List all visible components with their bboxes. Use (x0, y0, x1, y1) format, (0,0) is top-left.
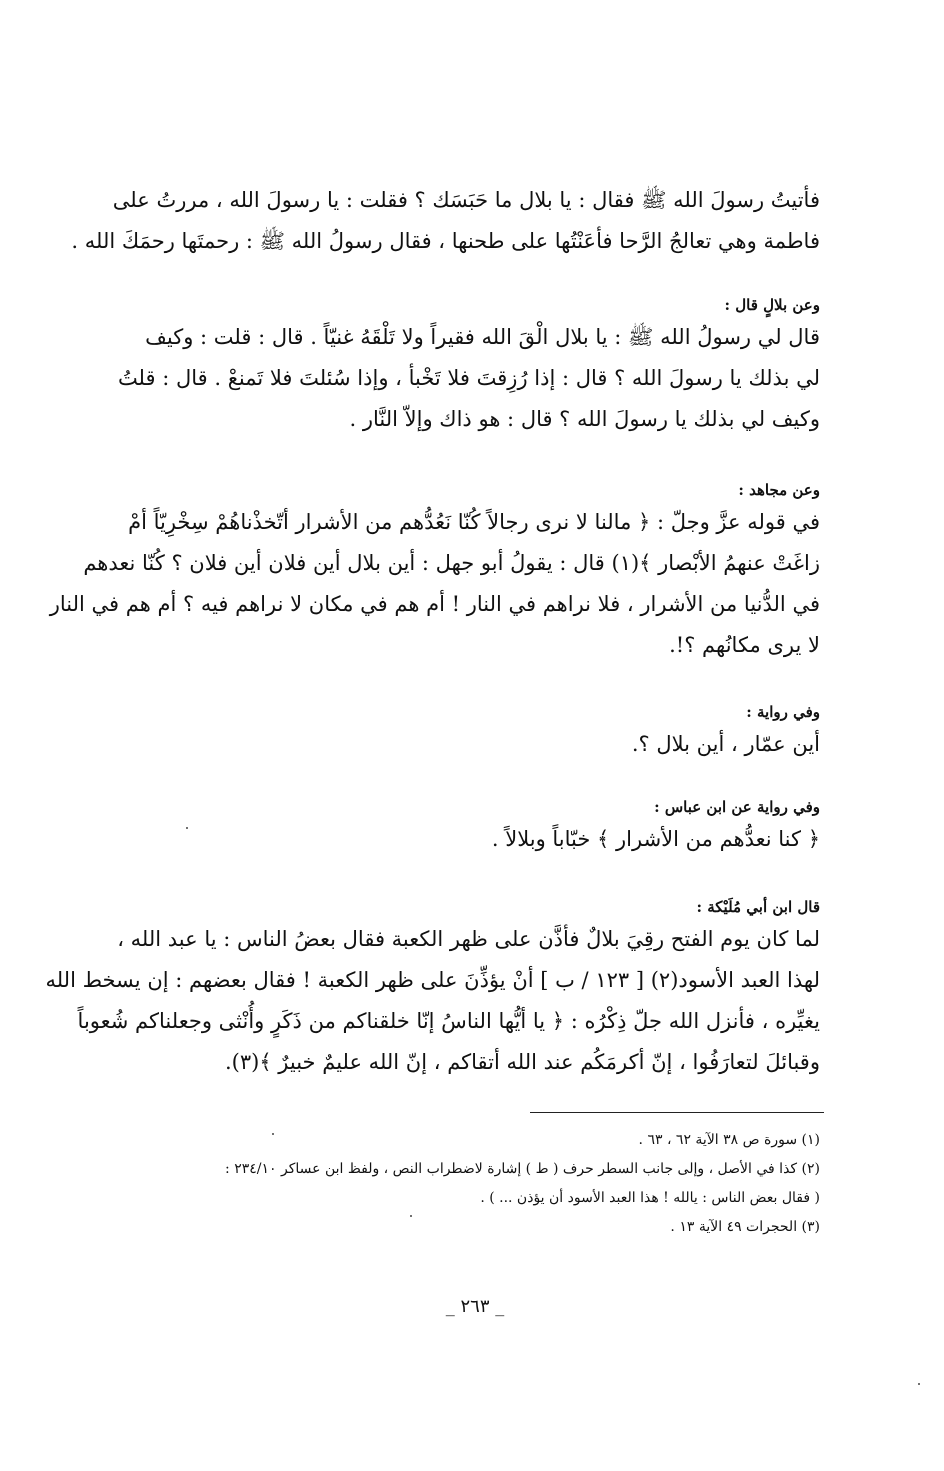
text-line: في قوله عزَّ وجلّ : ﴿ مالنا لا نرى رجالاً كُنّا نَعُدُّهم من الأشرار أتّخذْناهُمْ سِخْرِيّاً أمْ (128, 510, 820, 534)
text-line: لا يرى مكانُهم ؟!. (669, 633, 820, 657)
section-heading: وفي رواية : (746, 703, 820, 721)
scan-speck (410, 1215, 412, 1217)
section-heading: قال ابن أبي مُلَيْكة : (696, 898, 820, 916)
section-mujahid (49, 478, 820, 666)
footnote: (١) سورة ص ٣٨ الآية ٦٢ ، ٦٣ . (638, 1132, 820, 1148)
text-line: لهذا العبد الأسود(٢) [ ١٢٣ / ب ] أنْ يؤذِّنَ على ظهر الكعبة ! فقال بعضهم : إن يسخط الله (45, 968, 820, 992)
section-heading: وفي رواية عن ابن عباس : (654, 798, 820, 816)
text-line: فاطمة وهي تعالجُ الرَّحا فأعَنْتُها على طحنها ، فقال رسولُ الله ﷺ : رحمتَها رحمَكَ الله . (71, 229, 820, 253)
footnote-separator (530, 1112, 824, 1113)
text-line: لي بذلك يا رسولَ الله ؟ قال : إذا رُزِقتَ فلا تَخْبأ ، وإذا سُئلتَ فلا تَمنعْ . قال : قلتُ (117, 366, 820, 390)
text-line: في الدُّنيا من الأشرار ، فلا نراهم في النار ! أم هم في مكان لا نراهم فيه ؟ أم هم في النار (49, 592, 820, 616)
section-ibn-abbas (130, 795, 820, 860)
text-line: وكيف لي بذلك يا رسولَ الله ؟ قال : هو ذاك وإلاّ النَّار . (349, 407, 820, 431)
footnote: (٣) الحجرات ٤٩ الآية ١٣ . (670, 1219, 820, 1235)
text-line: يغيِّره ، فأنزل الله جلّ ذِكْرُه : ﴿ يا أيُّها الناسُ إنّا خلقناكم من ذَكَرٍ وأُنْثى وجعلناكم شُعوباً (77, 1009, 820, 1033)
text-line: لما كان يوم الفتح رقِيَ بلالٌ فأذَّن على ظهر الكعبة فقال بعضُ الناس : يا عبد الله ، (117, 927, 820, 951)
paragraph-continuation (71, 180, 820, 262)
text-line: ﴿ كنا نعدُّهم من الأشرار ﴾ خبّاباً وبلالاً . (491, 827, 820, 851)
text-line: قال لي رسولُ الله ﷺ : يا بلال الْقَ الله فقيراً ولا تَلْقَهُ غنيّاً . قال : قلت : وكيف (145, 325, 820, 349)
section-riwaya (130, 700, 820, 765)
text-line: زاغَتْ عنهمُ الأبْصار ﴾(١) قال : يقولُ أبو جهل : أين بلال أين فلان أين فلان ؟ كُنّا نعدهم (83, 551, 820, 575)
scan-speck (272, 1133, 274, 1135)
section-heading: وعن مجاهد : (738, 481, 820, 499)
scan-speck (918, 1383, 920, 1385)
section-bilal (117, 293, 820, 440)
footnote: ( فقال بعض الناس : يالله ! هذا العبد الأسود أن يؤذن ... ) . (480, 1190, 820, 1206)
text-line: أين عمّار ، أين بلال ؟. (631, 732, 820, 756)
text-line: وقبائلَ لتعارَفُوا ، إنّ أكرمَكُم عند الله أتقاكم ، إنّ الله عليمٌ خبيرٌ ﴾(٣). (224, 1050, 820, 1074)
scan-speck (186, 827, 188, 829)
text-line: فأتيتُ رسولَ الله ﷺ فقال : يا بلال ما حَبَسَك ؟ فقلت : يا رسولَ الله ، مررتُ على (112, 188, 820, 212)
footnotes (130, 1126, 820, 1242)
section-ibn-abi-mulayka (45, 895, 820, 1083)
page-number: _ ٢٦٣ _ (445, 1296, 505, 1317)
section-heading: وعن بلالٍ قال : (724, 296, 820, 314)
footnote: (٢) كذا في الأصل ، وإلى جانب السطر حرف ( ط ) إشارة لاضطراب النص ، ولفظ ابن عساكر ٢٣٤/١٠ : (225, 1161, 820, 1177)
